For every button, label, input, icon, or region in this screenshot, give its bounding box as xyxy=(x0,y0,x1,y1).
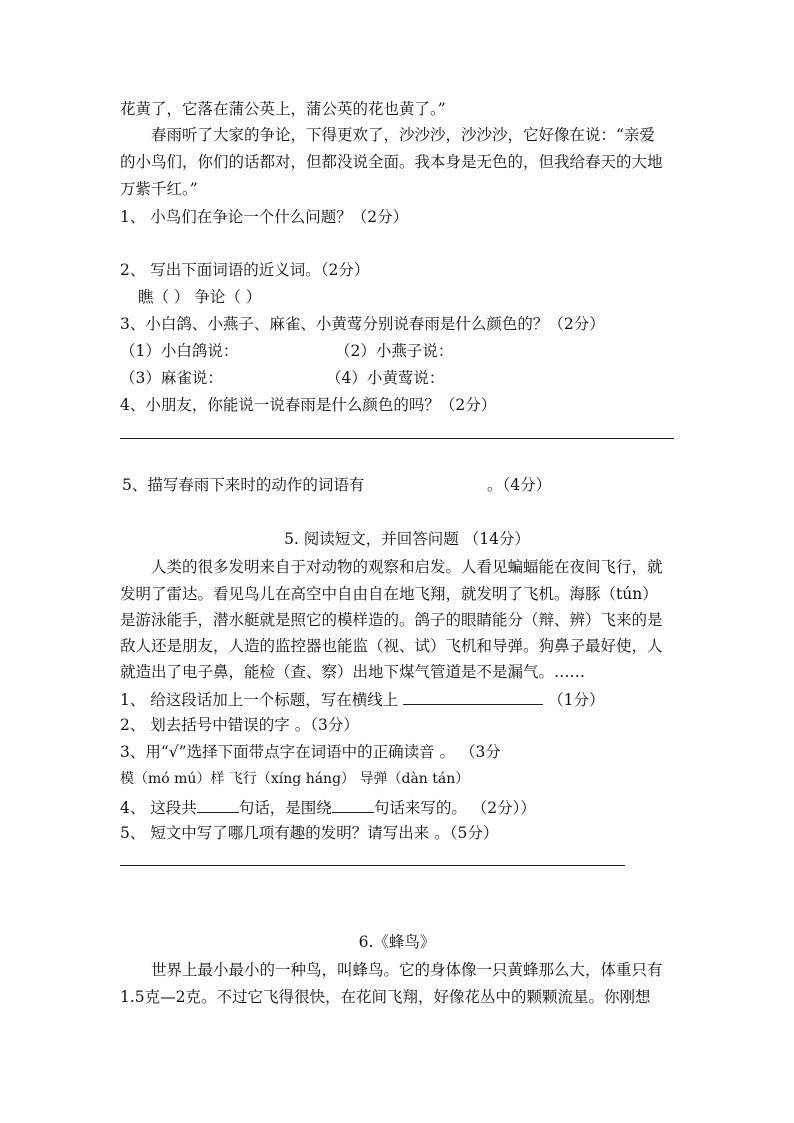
section-5-title: 5. 阅读短文，并回答问题 （14分） xyxy=(284,530,530,548)
story-paragraph-line: 的小鸟们，你们的话都对，但都没说全面。我本身是无色的，但我给春天的大地 xyxy=(120,153,663,171)
question-3-item: （2）小燕子说： xyxy=(335,342,454,360)
question-points: （1分） xyxy=(548,691,605,709)
question-1: 1、 小鸟们在争论一个什么问题？（2分） xyxy=(120,208,409,226)
question-text: 句话，是围绕 xyxy=(238,799,332,817)
question-2-words: 瞧（ ） 争论（ ） xyxy=(138,288,262,306)
story-paragraph-line: 万紫千红。” xyxy=(120,180,198,198)
section-6-paragraph-line: 1.5克—2克。不过它飞得很快，在花间飞翔，好像花丛中的颗颗流星。你刚想 xyxy=(120,988,651,1006)
section-5-question-4 xyxy=(120,796,536,818)
question-3: 3、小白鸽、小燕子、麻雀、小黄莺分别说春雨是什么颜色的？（2分） xyxy=(120,315,605,333)
answer-line[interactable] xyxy=(120,438,674,439)
sentence-blank[interactable] xyxy=(332,796,374,813)
section-5-question-1 xyxy=(120,688,605,710)
section-5-question-5: 5、 短文中写了哪几项有趣的发明？请写出来 。（5分） xyxy=(120,824,499,842)
section-5-question-2: 2、 划去括号中错误的字 。（3分） xyxy=(120,716,359,734)
answer-line[interactable] xyxy=(120,865,625,866)
section-5-paragraph-line: 是游泳能手，潜水艇就是照它的模样造的。鸽子的眼睛能分（辩、辨）飞来的是 xyxy=(120,611,663,629)
question-text: 4、 这段共 xyxy=(120,799,197,817)
question-text: 句话来写的。 （2分）） xyxy=(373,799,536,817)
section-5-paragraph-line: 人类的很多发明来自于对动物的观察和启发。人看见蝙蝠能在夜间飞行，就 xyxy=(151,558,663,576)
section-5-question-3-items: 模（mó mú）样 飞行（xíng háng） 导弹（dàn tán） xyxy=(120,771,470,787)
question-5-right: 。（4分） xyxy=(487,476,552,494)
section-5-paragraph-line: 敌人还是朋友，人造的监控器也能监（视、试）飞机和导弹。狗鼻子最好使，人 xyxy=(120,637,663,655)
story-line: 花黄了，它落在蒲公英上，蒲公英的花也黄了。” xyxy=(120,100,446,118)
question-3-item: （4）小黄莺说： xyxy=(326,369,445,387)
question-3-item: （3）麻雀说： xyxy=(120,369,223,387)
question-5-left: 5、描写春雨下来时的动作的词语有 xyxy=(122,476,365,494)
question-text: 1、 给这段话加上一个标题，写在横线上 xyxy=(120,691,399,709)
section-5-paragraph-line: 发明了雷达。看见鸟儿在高空中自由自在地飞翔，就发明了飞机。海豚（tún） xyxy=(120,585,658,603)
question-2: 2、 写出下面词语的近义词。（2分） xyxy=(120,261,370,279)
story-paragraph-line: 春雨听了大家的争论，下得更欢了，沙沙沙，沙沙沙，它好像在说：“亲爱 xyxy=(151,126,655,144)
title-blank[interactable] xyxy=(403,688,543,705)
question-4: 4、小朋友，你能说一说春雨是什么颜色的吗？（2分） xyxy=(120,396,497,414)
section-5-paragraph-line: 就造出了电子鼻，能检（查、察）出地下煤气管道是不是漏气。…… xyxy=(120,663,586,681)
section-5-question-3: 3、用“√”选择下面带点字在词语中的正确读音 。 （3分 xyxy=(120,743,501,761)
count-blank[interactable] xyxy=(197,796,239,813)
question-3-item: （1）小白鸽说： xyxy=(120,342,239,360)
section-6-title: 6.《蜂鸟》 xyxy=(358,933,436,951)
section-6-paragraph-line: 世界上最小最小的一种鸟，叫蜂鸟。它的身体像一只黄蜂那么大，体重只有 xyxy=(151,961,663,979)
